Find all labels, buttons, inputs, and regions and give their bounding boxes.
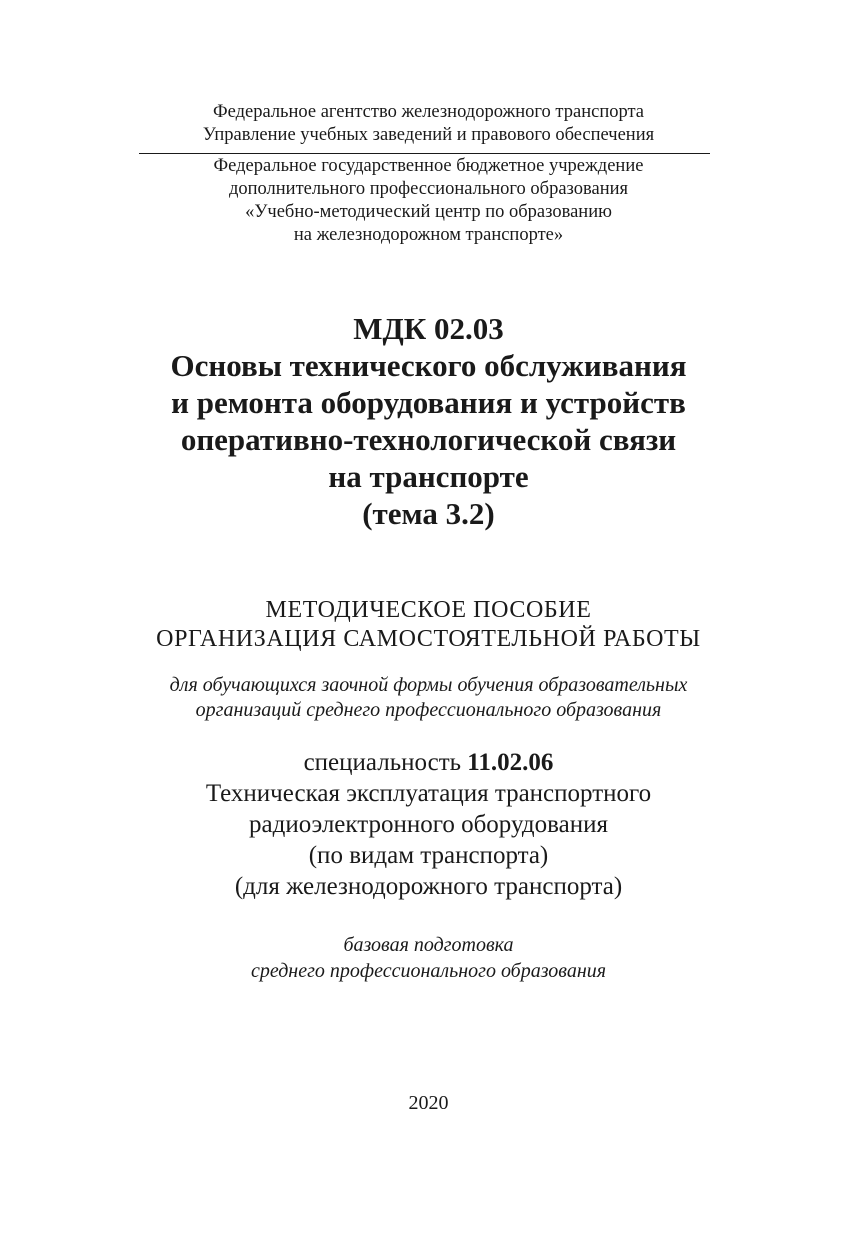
specialty-line: (по видам транспорта): [308, 842, 549, 869]
department-name: Управление учебных заведений и правового обеспечения: [202, 125, 655, 145]
document-type: [0, 596, 857, 654]
specialty-label: специальность: [303, 749, 468, 776]
institution-line: «Учебно-методический центр по образованию: [245, 202, 612, 222]
audience-line: организаций среднего профессионального образования: [195, 699, 662, 721]
document-type-line: ОРГАНИЗАЦИЯ САМОСТОЯТЕЛЬНОЙ РАБОТЫ: [156, 626, 701, 652]
specialty-line: радиоэлектронного оборудования: [249, 811, 608, 838]
institution-header: [0, 155, 857, 247]
course-code: МДК 02.03: [353, 311, 504, 346]
document-title: [0, 310, 857, 532]
title-line: Основы технического обслуживания: [170, 348, 687, 383]
agency-name: Федеральное агентство железнодорожного транспорта: [212, 102, 644, 122]
institution-line: на железнодорожном транспорте»: [293, 225, 564, 245]
institution-line: дополнительного профессионального образования: [228, 179, 629, 199]
specialty-block: [0, 747, 857, 902]
specialty-code: 11.02.06: [467, 749, 554, 776]
target-audience: [0, 673, 857, 723]
audience-line: для обучающихся заочной формы обучения образовательных: [169, 674, 688, 696]
document-type-line: МЕТОДИЧЕСКОЕ ПОСОБИЕ: [265, 597, 592, 623]
level-line: базовая подготовка: [343, 934, 514, 956]
training-level: [0, 932, 857, 984]
title-line: оперативно-технологической связи: [180, 422, 677, 457]
specialty-heading: [0, 747, 857, 778]
title-line: на транспорте: [328, 459, 529, 494]
topic-number: (тема 3.2): [362, 496, 495, 531]
header-divider: [139, 153, 710, 154]
specialty-line: (для железнодорожного транспорта): [234, 873, 623, 900]
institution-line: Федеральное государственное бюджетное учреждение: [213, 156, 644, 176]
publication-year: 2020: [408, 1092, 449, 1114]
specialty-line: Техническая эксплуатация транспортного: [205, 780, 652, 807]
level-line: среднего профессионального образования: [250, 960, 607, 982]
publisher-header: [0, 101, 857, 147]
title-line: и ремонта оборудования и устройств: [171, 385, 686, 420]
